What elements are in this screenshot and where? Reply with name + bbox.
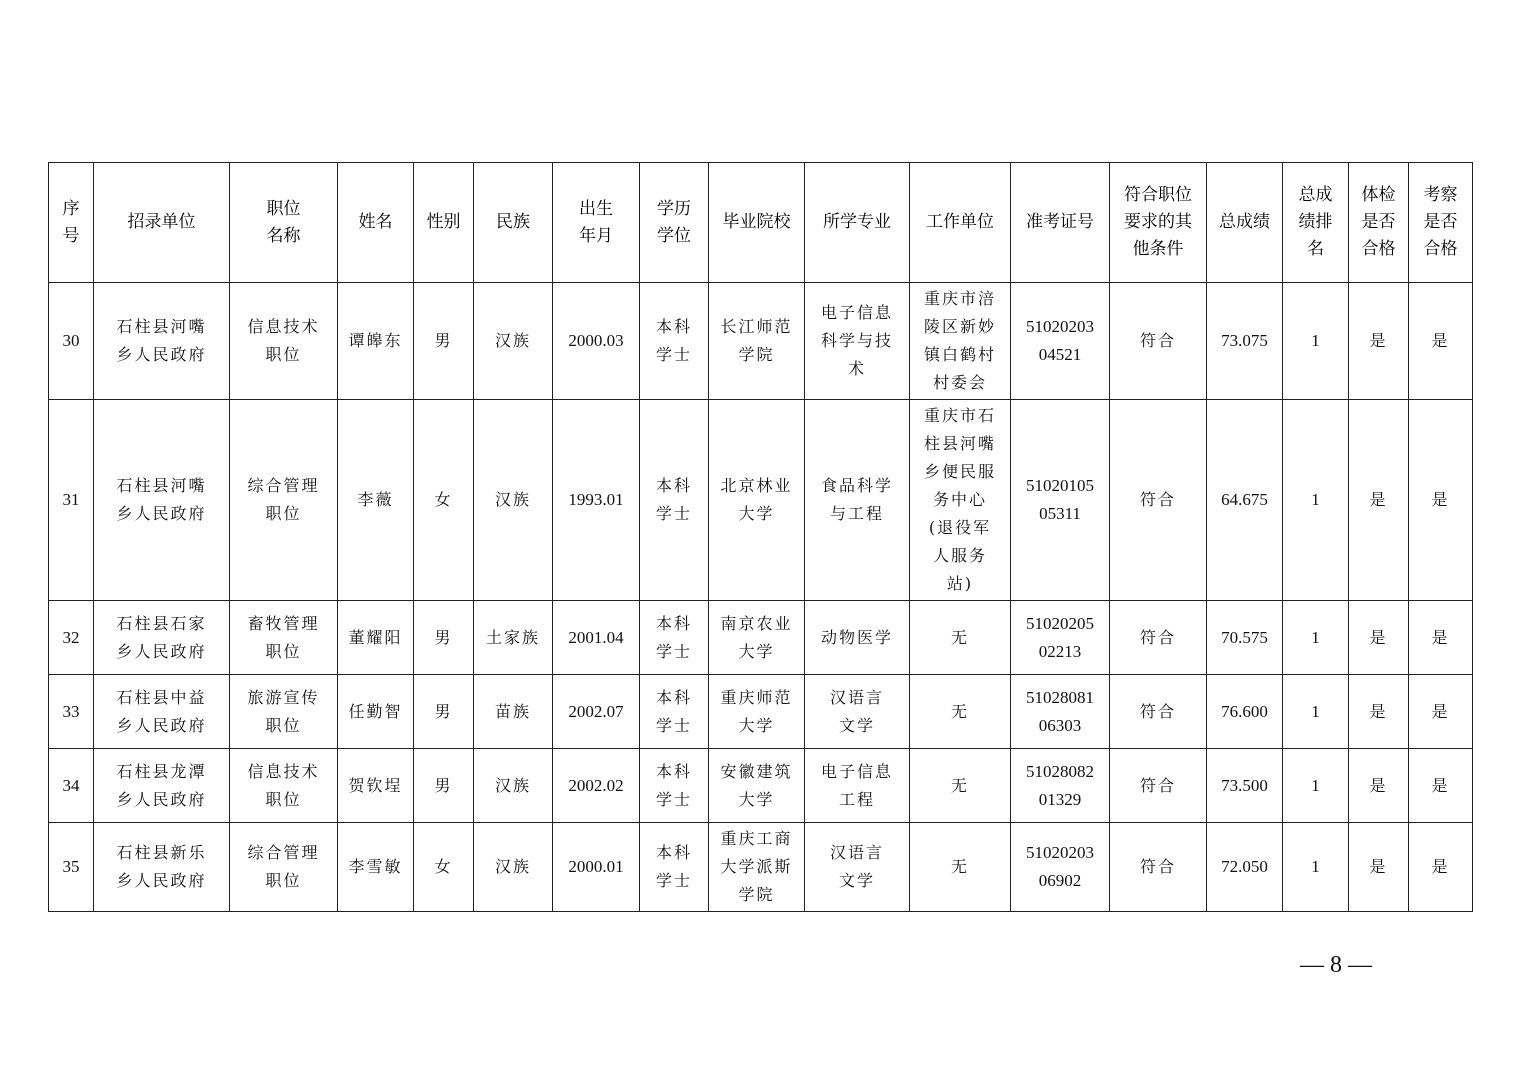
- table-row: [49, 749, 1473, 823]
- cell-ethnicity: 汉族: [474, 283, 553, 400]
- cell-seq: 33: [49, 675, 94, 749]
- header-major: 所学专业: [805, 163, 910, 283]
- header-position: 职位名称: [230, 163, 338, 283]
- header-rank: 总成绩排名: [1283, 163, 1349, 283]
- cell-seq: 35: [49, 823, 94, 912]
- cell-name: 任勤智: [338, 675, 414, 749]
- cell-other-conditions: 符合: [1110, 400, 1207, 601]
- cell-education: 本科学士: [640, 400, 709, 601]
- cell-name: 谭皞东: [338, 283, 414, 400]
- cell-birth: 2002.02: [553, 749, 640, 823]
- cell-medical: 是: [1349, 675, 1409, 749]
- cell-seq: 32: [49, 601, 94, 675]
- cell-medical: 是: [1349, 601, 1409, 675]
- cell-gender: 男: [414, 601, 474, 675]
- header-score: 总成绩: [1207, 163, 1283, 283]
- cell-position: 旅游宣传职位: [230, 675, 338, 749]
- cell-inspection: 是: [1409, 400, 1473, 601]
- cell-name: 董耀阳: [338, 601, 414, 675]
- header-inspection: 考察是否合格: [1409, 163, 1473, 283]
- cell-exam-id: 5102808106303: [1011, 675, 1110, 749]
- table-row: [49, 400, 1473, 601]
- cell-workplace: 无: [910, 601, 1011, 675]
- cell-major: 电子信息工程: [805, 749, 910, 823]
- cell-medical: 是: [1349, 749, 1409, 823]
- cell-score: 70.575: [1207, 601, 1283, 675]
- cell-major: 电子信息科学与技术: [805, 283, 910, 400]
- cell-exam-id: 5102808201329: [1011, 749, 1110, 823]
- cell-school: 长江师范学院: [709, 283, 805, 400]
- header-exam-id: 准考证号: [1011, 163, 1110, 283]
- header-other-conditions: 符合职位要求的其他条件: [1110, 163, 1207, 283]
- header-medical: 体检是否合格: [1349, 163, 1409, 283]
- cell-inspection: 是: [1409, 823, 1473, 912]
- cell-position: 信息技术职位: [230, 283, 338, 400]
- cell-score: 73.075: [1207, 283, 1283, 400]
- cell-exam-id: 5102020304521: [1011, 283, 1110, 400]
- cell-position: 综合管理职位: [230, 823, 338, 912]
- cell-birth: 1993.01: [553, 400, 640, 601]
- cell-ethnicity: 苗族: [474, 675, 553, 749]
- cell-gender: 女: [414, 400, 474, 601]
- cell-position: 信息技术职位: [230, 749, 338, 823]
- cell-birth: 2002.07: [553, 675, 640, 749]
- cell-position: 畜牧管理职位: [230, 601, 338, 675]
- header-ethnicity: 民族: [474, 163, 553, 283]
- cell-birth: 2000.01: [553, 823, 640, 912]
- cell-seq: 34: [49, 749, 94, 823]
- header-workplace: 工作单位: [910, 163, 1011, 283]
- cell-exam-id: 5102020502213: [1011, 601, 1110, 675]
- cell-inspection: 是: [1409, 749, 1473, 823]
- header-gender: 性别: [414, 163, 474, 283]
- cell-school: 安徽建筑大学: [709, 749, 805, 823]
- cell-unit: 石柱县石家乡人民政府: [94, 601, 230, 675]
- cell-rank: 1: [1283, 675, 1349, 749]
- cell-rank: 1: [1283, 400, 1349, 601]
- cell-workplace: 无: [910, 675, 1011, 749]
- header-name: 姓名: [338, 163, 414, 283]
- cell-education: 本科学士: [640, 823, 709, 912]
- cell-education: 本科学士: [640, 283, 709, 400]
- cell-position: 综合管理职位: [230, 400, 338, 601]
- cell-gender: 男: [414, 283, 474, 400]
- cell-name: 李薇: [338, 400, 414, 601]
- cell-workplace: 无: [910, 749, 1011, 823]
- cell-major: 动物医学: [805, 601, 910, 675]
- cell-school: 南京农业大学: [709, 601, 805, 675]
- cell-exam-id: 5102020306902: [1011, 823, 1110, 912]
- cell-medical: 是: [1349, 400, 1409, 601]
- cell-ethnicity: 汉族: [474, 823, 553, 912]
- cell-major: 汉语言文学: [805, 823, 910, 912]
- cell-gender: 男: [414, 749, 474, 823]
- cell-workplace: 无: [910, 823, 1011, 912]
- table-row: [49, 823, 1473, 912]
- cell-other-conditions: 符合: [1110, 749, 1207, 823]
- cell-other-conditions: 符合: [1110, 601, 1207, 675]
- cell-ethnicity: 汉族: [474, 749, 553, 823]
- cell-name: 贺钦埕: [338, 749, 414, 823]
- cell-ethnicity: 汉族: [474, 400, 553, 601]
- cell-gender: 女: [414, 823, 474, 912]
- cell-workplace: 重庆市石柱县河嘴乡便民服务中心(退役军人服务站): [910, 400, 1011, 601]
- table-row: [49, 601, 1473, 675]
- cell-rank: 1: [1283, 749, 1349, 823]
- header-education: 学历学位: [640, 163, 709, 283]
- cell-inspection: 是: [1409, 283, 1473, 400]
- cell-seq: 30: [49, 283, 94, 400]
- cell-other-conditions: 符合: [1110, 283, 1207, 400]
- header-birth: 出生年月: [553, 163, 640, 283]
- cell-other-conditions: 符合: [1110, 823, 1207, 912]
- cell-rank: 1: [1283, 601, 1349, 675]
- cell-inspection: 是: [1409, 675, 1473, 749]
- cell-unit: 石柱县河嘴乡人民政府: [94, 283, 230, 400]
- cell-gender: 男: [414, 675, 474, 749]
- cell-education: 本科学士: [640, 601, 709, 675]
- cell-unit: 石柱县龙潭乡人民政府: [94, 749, 230, 823]
- header-unit: 招录单位: [94, 163, 230, 283]
- cell-rank: 1: [1283, 823, 1349, 912]
- cell-major: 汉语言文学: [805, 675, 910, 749]
- cell-major: 食品科学与工程: [805, 400, 910, 601]
- cell-unit: 石柱县新乐乡人民政府: [94, 823, 230, 912]
- page-number: — 8 —: [1300, 952, 1372, 978]
- table-row: [49, 283, 1473, 400]
- cell-score: 73.500: [1207, 749, 1283, 823]
- cell-unit: 石柱县中益乡人民政府: [94, 675, 230, 749]
- cell-birth: 2000.03: [553, 283, 640, 400]
- cell-birth: 2001.04: [553, 601, 640, 675]
- cell-score: 64.675: [1207, 400, 1283, 601]
- table-row: [49, 675, 1473, 749]
- header-seq: 序号: [49, 163, 94, 283]
- cell-medical: 是: [1349, 823, 1409, 912]
- cell-exam-id: 5102010505311: [1011, 400, 1110, 601]
- cell-score: 76.600: [1207, 675, 1283, 749]
- cell-unit: 石柱县河嘴乡人民政府: [94, 400, 230, 601]
- cell-school: 重庆师范大学: [709, 675, 805, 749]
- cell-education: 本科学士: [640, 749, 709, 823]
- cell-medical: 是: [1349, 283, 1409, 400]
- candidate-table: [48, 162, 1473, 912]
- cell-other-conditions: 符合: [1110, 675, 1207, 749]
- cell-score: 72.050: [1207, 823, 1283, 912]
- cell-inspection: 是: [1409, 601, 1473, 675]
- cell-education: 本科学士: [640, 675, 709, 749]
- cell-seq: 31: [49, 400, 94, 601]
- cell-workplace: 重庆市涪陵区新妙镇白鹤村村委会: [910, 283, 1011, 400]
- cell-school: 北京林业大学: [709, 400, 805, 601]
- cell-rank: 1: [1283, 283, 1349, 400]
- header-row: [49, 163, 1473, 283]
- cell-ethnicity: 土家族: [474, 601, 553, 675]
- cell-school: 重庆工商大学派斯学院: [709, 823, 805, 912]
- header-school: 毕业院校: [709, 163, 805, 283]
- cell-name: 李雪敏: [338, 823, 414, 912]
